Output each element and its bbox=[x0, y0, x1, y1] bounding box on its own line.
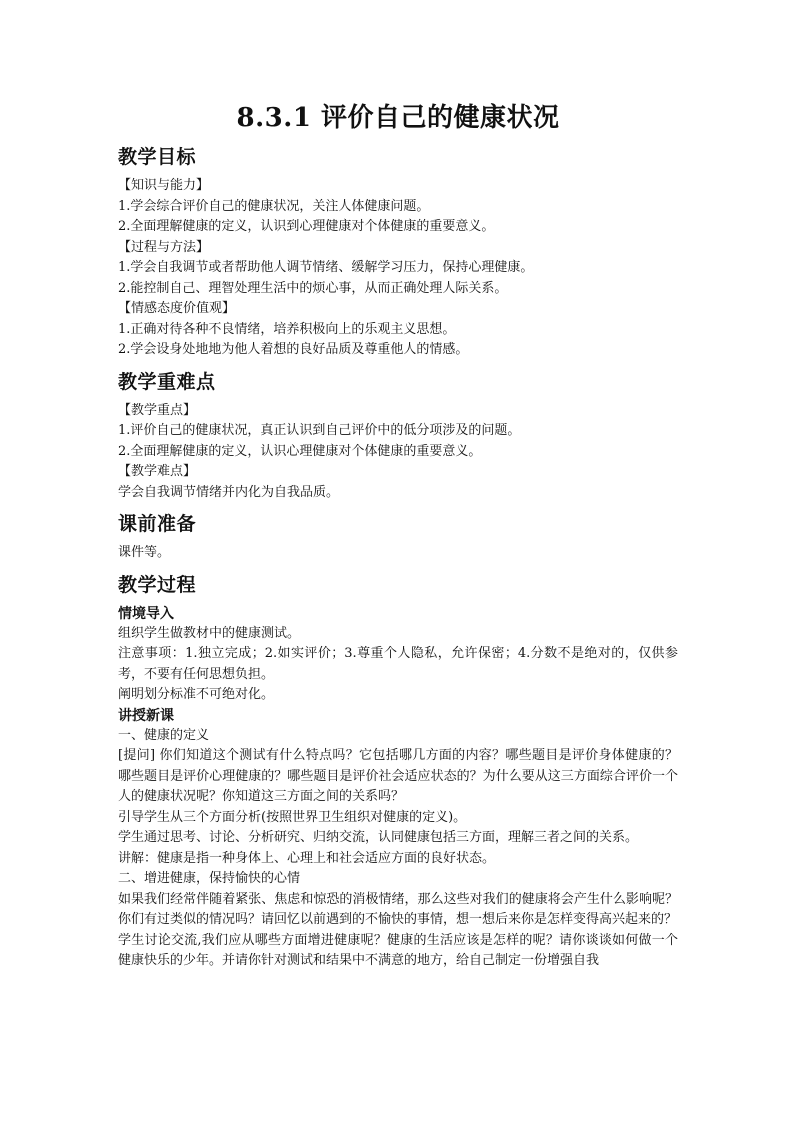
section2-text: 学生讨论交流,我们应从哪些方面增进健康呢？健康的生活应该是怎样的呢？请你谈谈如何做一个健康快乐的少年。并请你针对测试和结果中不满意的地方，给自己制定一份增强自我 bbox=[118, 932, 678, 968]
process-heading: 教学过程 bbox=[118, 573, 197, 596]
process-item: 2.能控制自己、理智处理生活中的烦心事，从而正确处理人际关系。 bbox=[118, 280, 508, 296]
focus-item: 2.全面理解健康的定义，认识心理健康对个体健康的重要意义。 bbox=[118, 443, 482, 459]
document-title: 8.3.1 评价自己的健康状况 bbox=[236, 103, 560, 133]
section1-text: 引导学生从三个方面分析(按照世界卫生组织对健康的定义)。 bbox=[118, 809, 467, 825]
difficulty-label: 【教学难点】 bbox=[118, 464, 197, 479]
section1-heading: 一、健康的定义 bbox=[118, 727, 210, 743]
attitude-item: 1.正确对待各种不良情绪，培养积极向上的乐观主义思想。 bbox=[118, 321, 456, 337]
focus-label: 【教学重点】 bbox=[118, 402, 197, 418]
knowledge-label: 【知识与能力】 bbox=[118, 178, 210, 193]
key-points-heading: 教学重难点 bbox=[118, 370, 216, 393]
intro-notes: 注意事项：1.独立完成；2.如实评价；3.尊重个人隐私，允许保密；4.分数不是绝对的，仅供参考，不要有任何思想负担。 bbox=[118, 646, 678, 682]
section2-text: 如果我们经常伴随着紧张、焦虑和惊恐的消极情绪，那么这些对我们的健康将会产生什么影响呢？你们有过类似的情况吗？请回忆以前遇到的不愉快的事情，想一想后来你是怎样变得高兴起来的？ bbox=[118, 891, 678, 927]
knowledge-item: 1.学会综合评价自己的健康状况，关注人体健康问题。 bbox=[118, 198, 430, 214]
section1-text: 讲解：健康是指一种身体上、心理上和社会适应方面的良好状态。 bbox=[118, 850, 496, 866]
knowledge-item: 2.全面理解健康的定义，认识到心理健康对个体健康的重要意义。 bbox=[118, 219, 495, 234]
process-item: 1.学会自我调节或者帮助他人调节情绪、缓解学习压力，保持心理健康。 bbox=[118, 260, 534, 275]
attitude-item: 2.学会设身处地地为他人着想的良好品质及尊重他人的情感。 bbox=[118, 342, 469, 357]
section2-heading: 二、增进健康，保持愉快的心情 bbox=[118, 871, 301, 886]
document-page bbox=[118, 96, 678, 972]
preparation-text: 课件等。 bbox=[118, 545, 171, 560]
lesson-heading: 讲授新课 bbox=[118, 707, 174, 724]
section1-text: 学生通过思考、讨论、分析研究、归纳交流，认同健康包括三方面，理解三者之间的关系。 bbox=[118, 830, 639, 845]
attitude-label: 【情感态度价值观】 bbox=[118, 301, 236, 316]
difficulty-text: 学会自我调节情绪并内化为自我品质。 bbox=[118, 484, 340, 500]
intro-text: 阐明划分标准不可绝对化。 bbox=[118, 687, 275, 702]
preparation-heading: 课前准备 bbox=[118, 513, 197, 535]
section1-question: [提问] 你们知道这个测试有什么特点吗？它包括哪几方面的内容？哪些题目是评价身体健康的？哪些题目是评价心理健康的？哪些题目是评价社会适应状态的？为什么要从这三方面综合评价一个人的健康状况呢？你知道这三方面之间的关系吗？ bbox=[118, 748, 678, 804]
intro-heading: 情境导入 bbox=[118, 605, 174, 622]
focus-item: 1.评价自己的健康状况，真正认识到自己评价中的低分项涉及的问题。 bbox=[118, 423, 521, 438]
intro-text: 组织学生做教材中的健康测试。 bbox=[118, 625, 301, 641]
objectives-heading: 教学目标 bbox=[118, 146, 197, 168]
process-label: 【过程与方法】 bbox=[118, 239, 210, 255]
